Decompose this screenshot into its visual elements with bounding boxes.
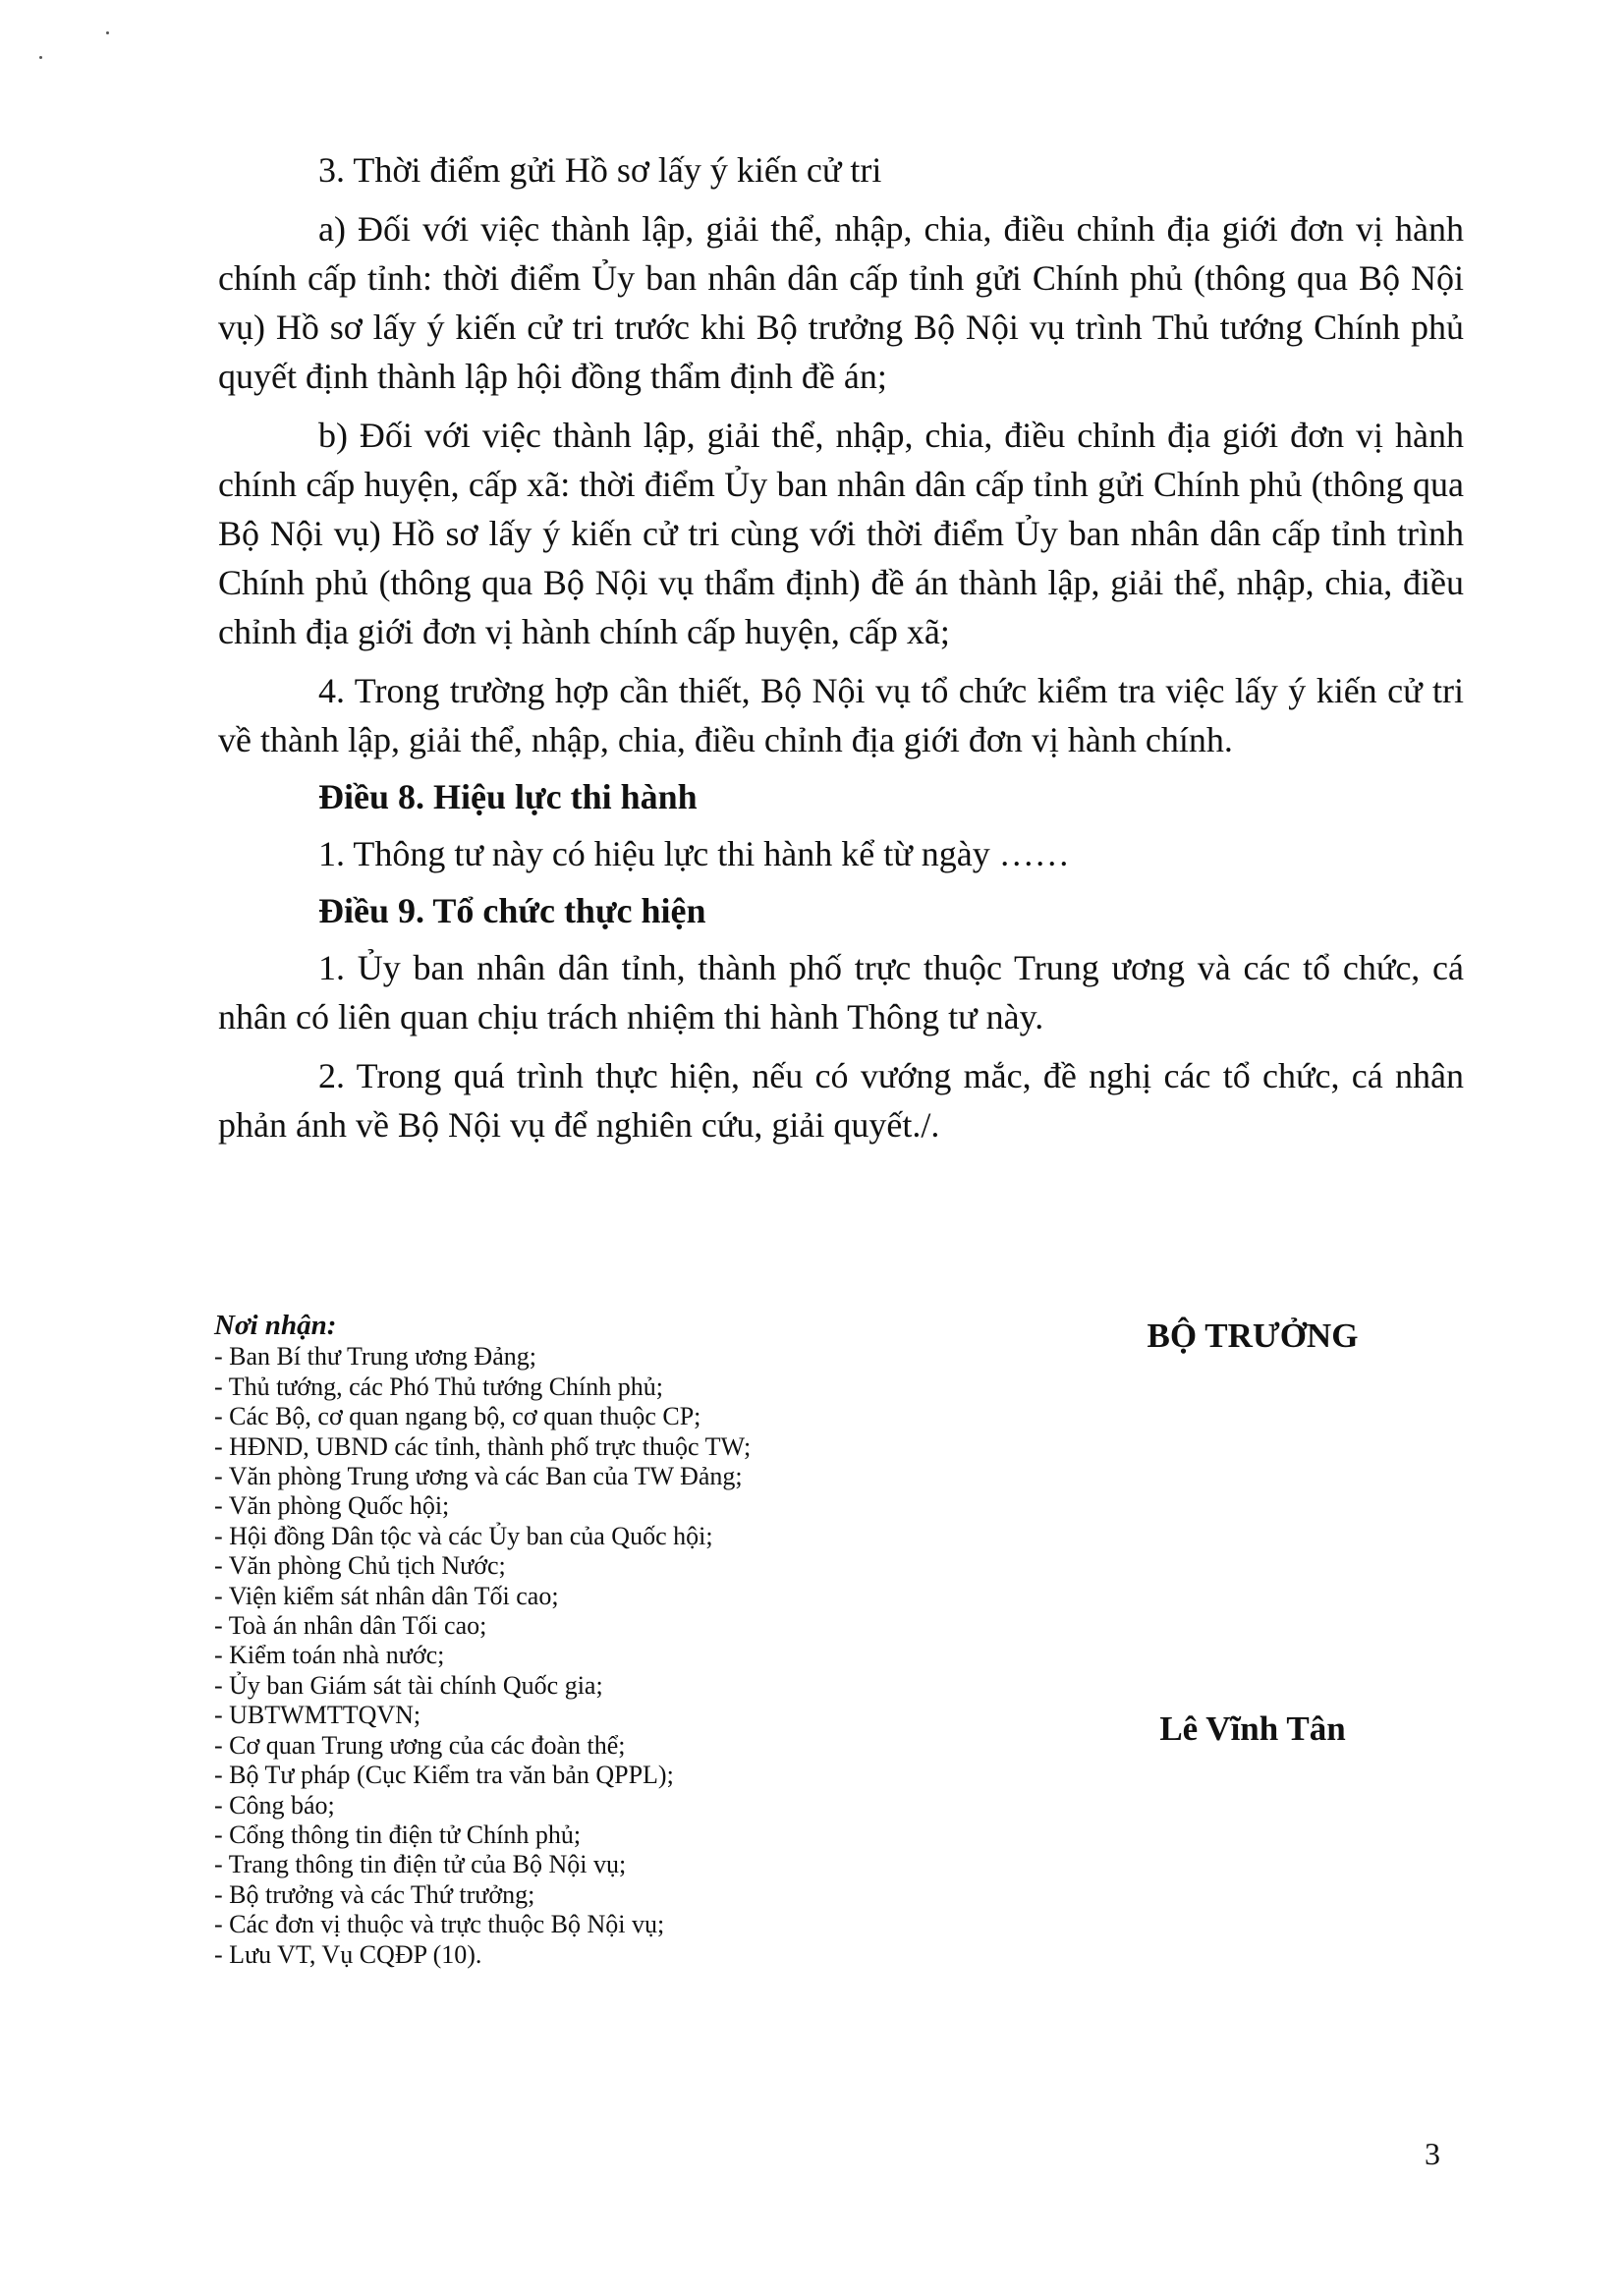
recipient-item: - Lưu VT, Vụ CQĐP (10).	[214, 1939, 482, 1969]
page-number: 3	[1425, 2136, 1440, 2171]
paragraph: 2. Trong quá trình thực hiện, nếu có vướng mắc, đề nghị các tổ chức, cá nhân phản ánh về Bộ Nội vụ để nghiên cứu, giải quyết./.	[218, 1056, 1464, 1145]
recipient-item: - Trang thông tin điện tử của Bộ Nội vụ;	[214, 1850, 627, 1879]
recipient-item: - Kiểm toán nhà nước;	[214, 1641, 445, 1670]
scan-speck	[39, 56, 42, 59]
body-text	[218, 145, 1464, 1149]
paragraph: 1. Thông tư này có hiệu lực thi hành kể từ ngày ……	[318, 834, 1070, 873]
recipient-item: - Viện kiểm sát nhân dân Tối cao;	[214, 1581, 559, 1610]
signer-title: BỘ TRƯỞNG	[1147, 1316, 1359, 1355]
recipient-item: - HĐND, UBND các tỉnh, thành phố trực thuộc TW;	[214, 1431, 752, 1461]
recipient-item: - Công báo;	[214, 1790, 335, 1820]
paragraph: 3. Thời điểm gửi Hồ sơ lấy ý kiến cử tri	[318, 150, 882, 190]
paragraph: a) Đối với việc thành lập, giải thể, nhập, chia, điều chỉnh địa giới đơn vị hành chính cấp tỉnh: thời điểm Ủy ban nhân dân cấp tỉnh gửi Chính phủ (thông qua Bộ Nội vụ) Hồ sơ lấy ý kiến cử tri trước khi Bộ trưởng Bộ Nội vụ trình Thủ tướng Chính phủ quyết định thành lập hội đồng thẩm định đề án;	[218, 209, 1464, 396]
recipient-item: - Cổng thông tin điện tử Chính phủ;	[214, 1820, 582, 1849]
recipient-item: - Văn phòng Quốc hội;	[214, 1491, 450, 1521]
recipient-item: - Ủy ban Giám sát tài chính Quốc gia;	[214, 1670, 603, 1700]
article-heading: Điều 9. Tổ chức thực hiện	[318, 891, 706, 930]
paragraph: b) Đối với việc thành lập, giải thể, nhập, chia, điều chỉnh địa giới đơn vị hành chính cấp huyện, cấp xã: thời điểm Ủy ban nhân dân cấp tỉnh gửi Chính phủ (thông qua Bộ Nội vụ) Hồ sơ lấy ý kiến cử tri cùng với thời điểm Ủy ban nhân dân cấp tỉnh trình Chính phủ (thông qua Bộ Nội vụ thẩm định) đề án thành lập, giải thể, nhập, chia, điều chỉnh địa giới đơn vị hành chính cấp huyện, cấp xã;	[218, 416, 1464, 651]
paragraph: 1. Ủy ban nhân dân tỉnh, thành phố trực thuộc Trung ương và các tổ chức, cá nhân có liên quan chịu trách nhiệm thi hành Thông tư này.	[218, 948, 1464, 1036]
recipient-item: - Các Bộ, cơ quan ngang bộ, cơ quan thuộc CP;	[214, 1402, 701, 1431]
recipient-item: - Văn phòng Trung ương và các Ban của TW Đảng;	[214, 1462, 743, 1491]
recipient-item: - Toà án nhân dân Tối cao;	[214, 1611, 487, 1641]
recipient-item: - UBTWMTTQVN;	[214, 1701, 421, 1730]
recipients-title: Nơi nhận:	[214, 1310, 337, 1341]
recipient-item: - Văn phòng Chủ tịch Nước;	[214, 1551, 506, 1581]
recipient-item: - Ban Bí thư Trung ương Đảng;	[214, 1342, 536, 1372]
recipient-item: - Cơ quan Trung ương của các đoàn thể;	[214, 1730, 626, 1760]
article-heading: Điều 8. Hiệu lực thi hành	[318, 777, 698, 816]
recipients-list	[214, 1342, 1000, 1970]
recipient-item: - Các đơn vị thuộc và trực thuộc Bộ Nội vụ;	[214, 1910, 665, 1939]
recipient-item: - Hội đồng Dân tộc và các Ủy ban của Quốc hội;	[214, 1521, 713, 1550]
recipient-item: - Bộ trưởng và các Thứ trưởng;	[214, 1879, 535, 1909]
recipient-item: - Bộ Tư pháp (Cục Kiểm tra văn bản QPPL);	[214, 1761, 674, 1790]
paragraph: 4. Trong trường hợp cần thiết, Bộ Nội vụ tổ chức kiểm tra việc lấy ý kiến cử tri về thành lập, giải thể, nhập, chia, điều chỉnh địa giới đơn vị hành chính.	[218, 671, 1464, 759]
signer-name: Lê Vĩnh Tân	[1159, 1709, 1346, 1748]
recipients-block	[214, 1311, 1000, 1970]
recipient-item: - Thủ tướng, các Phó Thủ tướng Chính phủ;	[214, 1372, 663, 1401]
scan-speck	[106, 31, 109, 34]
